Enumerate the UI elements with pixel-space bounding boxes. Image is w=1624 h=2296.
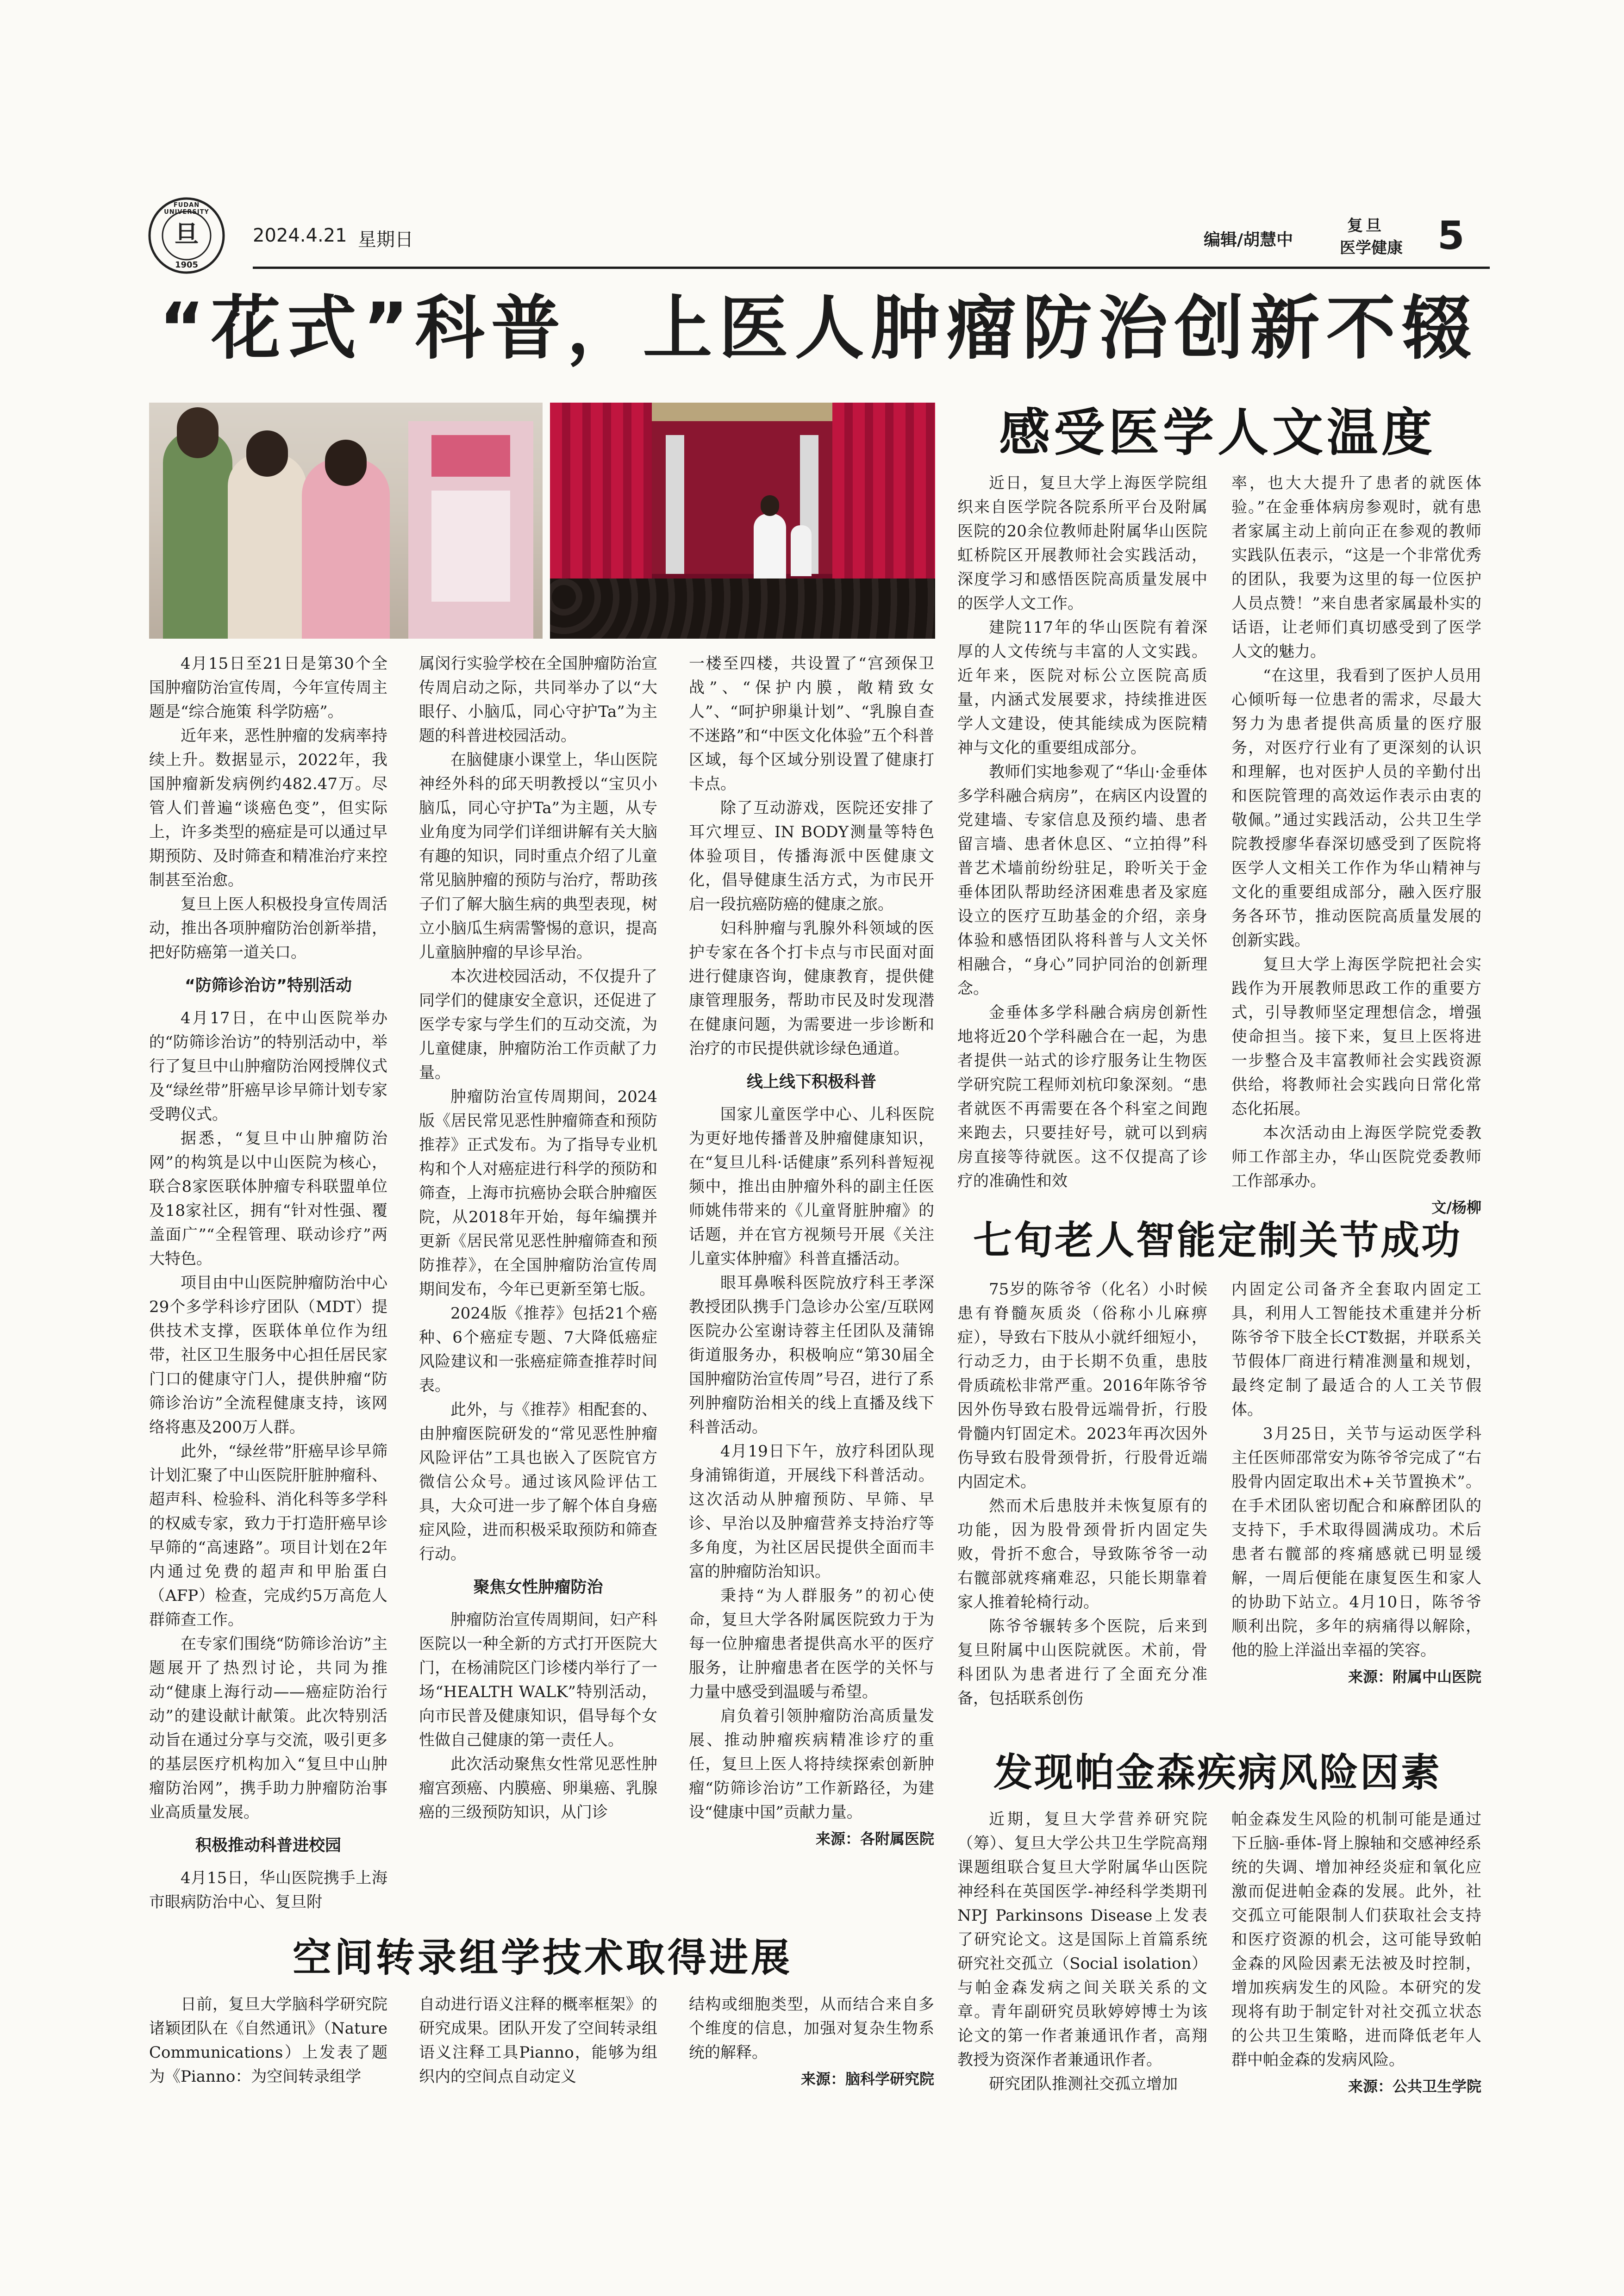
paragraph: 在专家们围绕“防筛诊治访”主题展开了热烈讨论，共同为推动“健康上海行动——癌症防治行动”的建设献计献策。此次特别活动旨在通过分享与交流，吸引更多的基层医疗机构加入“复旦中山肿瘤防治网”，携手助力肿瘤防治事业高质量发展。 (149, 1635, 387, 1822)
paragraph: 研究团队推测社交孤立增加 (989, 2075, 1178, 2093)
spatial-headline: 空间转录组学技术取得进展 (292, 1935, 793, 1980)
paragraph: 此外，“绿丝带”肝癌早诊早筛计划汇聚了中山医院肝脏肿瘤科、超声科、检验科、消化科等多学科的权威专家，致力于打造肝癌早诊早筛的“高速路”。项目计划在2年内通过免费的超声和甲胎蛋白（AFP）检查，完成约5万高危人群筛查工作。 (149, 1442, 387, 1629)
paragraph: 结构或细胞类型，从而结合来自多个维度的信息，加强对复杂生物系统的解释。 (689, 1995, 934, 2062)
humanities-headline: 感受医学人文温度 (999, 403, 1436, 462)
paragraph: 肩负着引领肿瘤防治高质量发展、推动肿瘤疾病精准诊疗的重任，复旦上医人将持续探索创新肿瘤“防筛诊治访”工作新路径，为建设“健康中国”贡献力量。 (689, 1707, 934, 1822)
article-source: 来源：脑科学研究院 (800, 2070, 934, 2088)
paragraph: 近期，复旦大学营养研究院（筹）、复旦大学公共卫生学院高翔课题组联合复旦大学附属华山医院神经科在英国医学-神经科学类期刊NPJ Parkinsons Disease上发表了研究论文。这是国际上首篇系统研究社交孤立（Social isolation）与帕金森发病之间关联关系的文章。青年副研究员耿婷婷博士为该论文的第一作者兼通讯作者，高翔教授为资深作者兼通讯作者。 (957, 1810, 1207, 2069)
paragraph: 一楼至四楼，共设置了“宫颈保卫战”、“保护内膜，敞精致女人”、“呵护卵巢计划”、“乳腺自查不迷路”和“中医文化体验”五个科普区域，每个区域分别设置了健康打卡点。 (689, 654, 934, 793)
paragraph: 然而术后患肢并未恢复原有的功能，因为股骨颈骨折内固定失败，骨折不愈合，导致陈爷爷一动右髋部就疼痛难忍，只能长期靠着家人推着轮椅行动。 (957, 1497, 1207, 1612)
subheading-women: 聚焦女性肿瘤防治 (473, 1578, 603, 1597)
paragraph: 本次活动由上海医学院党委教师工作部主办，华山医院党委教师工作部承办。 (1231, 1124, 1481, 1190)
paragraph: 日前，复旦大学脑科学研究院诸颖团队在《自然通讯》（Nature Communications）上发表了题为《Pianno：为空间转录组学 (149, 1995, 387, 2086)
paragraph: 率，也大大提升了患者的就医体验。”在金垂体病房参观时，就有患者家属主动上前向正在参观的教师实践队伍表示，“这是一个非常优秀的团队，我要为这里的每一位医护人员点赞！”来自患者家属最朴实的话语，让老师们真切感受到了医学人文的魅力。 (1231, 474, 1481, 661)
header-rule (253, 267, 1490, 269)
svg-text:旦: 旦 (174, 220, 199, 249)
paragraph: 4月15日至21日是第30个全国肿瘤防治宣传周，今年宣传周主题是“综合施策 科学防癌”。 (149, 654, 387, 721)
page-number: 5 (1437, 213, 1465, 258)
joint-col-2 (1231, 1277, 1481, 1745)
paragraph: 除了互动游戏，医院还安排了耳穴埋豆、IN BODY测量等特色体验项目，传播海派中医健康文化，倡导健康生活方式，为市民开启一段抗癌防癌的健康之旅。 (689, 799, 934, 914)
parkinson-headline: 发现帕金森疾病风险因素 (993, 1749, 1442, 1795)
parkinson-col-1 (957, 1807, 1207, 2140)
paragraph: 自动进行语义注释的概率框架》的研究成果。团队开发了空间转录组语义注释工具Pianno，能够为组织内的空间点自动定义 (419, 1995, 657, 2086)
paragraph: 帕金森发生风险的机制可能是通过下丘脑-垂体-肾上腺轴和交感神经系统的失调、增加神经炎症和氧化应激而促进帕金森的发展。此外，社交孤立可能限制人们获取社会支持和医疗资源的机会，这可能导致帕金森的风险因素无法被及时控制，增加疾病发生的风险。本研究的发现将有助于制定针对社交孤立状态的公共卫生策略，进而降低老年人群中帕金森的发病风险。 (1231, 1810, 1481, 2069)
subheading-special-event: “防筛诊治访”特别活动 (184, 977, 352, 995)
paragraph: 近日，复旦大学上海医学院组织来自医学院各院系所平台及附属医院的20余位教师赴附属华山医院虹桥院区开展教师社会实践活动，深度学习和感悟医院高质量发展中的医学人文工作。 (957, 474, 1207, 613)
main-article-col-1 (149, 652, 387, 1911)
section-brand: 复旦 (1347, 217, 1384, 235)
paragraph: 陈爷爷辗转多个医院，后来到复旦附属中山医院就医。术前，骨科团队为患者进行了全面充分准备，包括联系创伤 (957, 1617, 1207, 1708)
spatial-col-3 (689, 1992, 934, 2145)
article-source: 文/杨柳 (1431, 1199, 1481, 1216)
issue-date: 2024.4.21 (253, 225, 347, 246)
section-name: 医学健康 (1340, 239, 1403, 257)
paragraph: 3月25日，关节与运动医学科主任医师邵常安为陈爷爷完成了“右股骨内固定取出术+关节置换术”。在手术团队密切配合和麻醉团队的支持下，手术取得圆满成功。术后患者右髋部的疼痛感就已明显缓解，一周后便能在康复医生和家人的协助下站立。4月10日，陈爷爷顺利出院，多年的病痛得以解除，他的脸上洋溢出幸福的笑容。 (1231, 1425, 1481, 1660)
humanities-col-1 (957, 471, 1207, 1202)
article-source: 来源：公共卫生学院 (1348, 2078, 1481, 2095)
paragraph: “在这里，我看到了医护人员用心倾听每一位患者的需求，尽最大努力为患者提供高质量的医疗服务，对医疗行业有了更深刻的认识和理解，也对医护人员的辛勤付出和医院管理的高效运作表示由衷的敬佩。”通过实践活动，公共卫生学院教授廖华春深切感受到了医院将医学人文相关工作作为华山精神与文化的重要组成部分，融入医疗服务各环节，推动医院高质量发展的创新实践。 (1231, 666, 1481, 950)
parkinson-col-2 (1231, 1807, 1481, 2140)
page-editor: 编辑/胡慧中 (1204, 230, 1293, 249)
paragraph: 复旦上医人积极投身宣传周活动，推出各项肿瘤防治创新举措，把好防癌第一道关口。 (149, 895, 387, 962)
paragraph: 近年来，恶性肿瘤的发病率持续上升。数据显示，2022年，我国肿瘤新发病例约482.47万。尽管人们普遍“谈癌色变”，但实际上，许多类型的癌症是可以通过早期预防、及时筛查和精准治疗来控制甚至治愈。 (149, 727, 387, 890)
paragraph: 眼耳鼻喉科医院放疗科王孝深教授团队携手门急诊办公室/互联网医院办公室谢诗蓉主任团队及蒲锦街道服务办，积极响应“第30届全国肿瘤防治宣传周”号召，进行了系列肿瘤防治相关的线上直播及线下科普活动。 (689, 1274, 934, 1437)
spatial-col-1 (149, 1992, 387, 2145)
paragraph: 4月17日，在中山医院举办的“防筛诊治访”的特别活动中，举行了复旦中山肿瘤防治网授牌仪式及“绿丝带”肝癌早诊早筛计划专家受聘仪式。 (149, 1009, 387, 1124)
paragraph: 国家儿童医学中心、儿科医院为更好地传播普及肿瘤健康知识，在“复旦儿科·话健康”系列科普短视频中，推出由肿瘤外科的副主任医师姚伟带来的《儿童肾脏肿瘤》的话题，并在官方视频号开展《关注儿童实体肿瘤》科普直播活动。 (689, 1105, 934, 1268)
subheading-online-offline: 线上线下积极科普 (746, 1073, 876, 1091)
paragraph: 金垂体多学科融合病房创新性地将近20个学科融合在一起，为患者提供一站式的诊疗服务让生物医学研究院工程师刘杭印象深刻。“患者就医不再需要在各个科室之间跑来跑去，只要挂好号，就可以到病房直接等待就医。这不仅提高了诊疗的准确性和效 (957, 1003, 1207, 1190)
paragraph: 4月15日，华山医院携手上海市眼病防治中心、复旦附 (149, 1869, 387, 1911)
article-source: 来源：附属中山医院 (1348, 1668, 1481, 1686)
paragraph: 75岁的陈爷爷（化名）小时候患有脊髓灰质炎（俗称小儿麻痹症），导致右下肢从小就纤细短小，行动乏力，由于长期不负重，患肢骨质疏松非常严重。2016年陈爷爷因外伤导致右股骨远端骨折，行股骨髓内钉固定术。2023年再次因外伤导致右股骨颈骨折，行股骨近端内固定术。 (957, 1280, 1207, 1491)
paragraph: 此次活动聚焦女性常见恶性肿瘤宫颈癌、内膜癌、卵巢癌、乳腺癌的三级预防知识，从门诊 (419, 1755, 657, 1822)
paragraph: 4月19日下午，放疗科团队现身浦锦街道，开展线下科普活动。这次活动从肿瘤预防、早筛、早诊、早治以及肿瘤营养支持治疗等多角度，为社区居民提供全面而丰富的肿瘤防治知识。 (689, 1442, 934, 1581)
paragraph: 据悉，“复旦中山肿瘤防治网”的构筑是以中山医院为核心，联合8家医联体肿瘤专科联盟单位及18家社区，拥有“针对性强、覆盖面广”“全程管理、联动诊疗”两大特色。 (149, 1129, 387, 1268)
paragraph: 妇科肿瘤与乳腺外科领域的医护专家在各个打卡点与市民面对面进行健康咨询，健康教育，提供健康管理服务，帮助市民及时发现潜在健康问题，为需要进一步诊断和治疗的市民提供就诊绿色通道。 (689, 919, 934, 1058)
paragraph: 肿瘤防治宣传周期间，妇产科医院以一种全新的方式打开医院大门，在杨浦院区门诊楼内举行了一场“HEALTH WALK”特别活动，向市民普及健康知识，倡导每个女性做自己健康的第一责任人。 (419, 1611, 657, 1749)
paragraph: 属闵行实验学校在全国肿瘤防治宣传周启动之际，共同举办了以“大眼仔、小脑瓜，同心守护Ta”为主题的科普进校园活动。 (419, 654, 657, 745)
subheading-campus: 积极推动科普进校园 (195, 1836, 341, 1855)
masthead (147, 194, 1490, 275)
emblem-ring-text: FUDAN UNIVERSITY (164, 202, 209, 216)
humanities-col-2 (1231, 471, 1481, 1216)
paragraph: 项目由中山医院肿瘤防治中心29个多学科诊疗团队（MDT）提供技术支撑，医联体单位作为纽带，社区卫生服务中心担任居民家门口的健康守门人，提供肿瘤“防筛诊治访”全流程健康支持，该网络将惠及200万人群。 (149, 1274, 387, 1437)
issue-weekday: 星期日 (358, 229, 413, 250)
paragraph: 本次进校园活动，不仅提升了同学们的健康安全意识，还促进了医学专家与学生们的互动交流，为儿童健康，肿瘤防治工作贡献了力量。 (419, 967, 657, 1082)
paragraph: 复旦大学上海医学院把社会实践作为开展教师思政工作的重要方式，引导教师坚定理想信念，增强使命担当。接下来，复旦上医将进一步整合及丰富教师社会实践资源供给，将教师社会实践向日常化常态化拓展。 (1231, 955, 1481, 1118)
spatial-col-2 (419, 1992, 657, 2145)
paragraph: 秉持“为人群服务”的初心使命，复旦大学各附属医院致力于为每一位肿瘤患者提供高水平的医疗服务，让肿瘤患者在医学的关怀与力量中感受到温暖与希望。 (689, 1587, 934, 1701)
university-emblem (147, 196, 226, 275)
main-article-col-2 (419, 652, 657, 1906)
photo-exhibition-visitors (149, 403, 543, 639)
paragraph: 肿瘤防治宣传周期间，2024版《居民常见恶性肿瘤筛查和预防推荐》正式发布。为了指导专业机构和个人对癌症进行科学的预防和筛查，上海市抗癌协会联合肿瘤医院，从2018年开始，每年编撰并更新《居民常见恶性肿瘤筛查和预防推荐》，在全国肿瘤防治宣传周期间发布，今年已更新至第七版。 (419, 1088, 657, 1299)
paragraph: 建院117年的华山医院有着深厚的人文传统与丰富的人文实践。近年来，医院对标公立医院高质量，内涵式发展要求，持续推进医学人文建设，使其能续成为医院精神与文化的重要组成部分。 (957, 618, 1207, 757)
paragraph: 内固定公司备齐全套取内固定工具，利用人工智能技术重建并分析陈爷爷下肢全长CT数据，并联系关节假体厂商进行精准测量和规划，最终定制了最适合的人工关节假体。 (1231, 1280, 1481, 1419)
article-source: 来源：各附属医院 (815, 1830, 934, 1848)
paragraph: 此外，与《推荐》相配套的、由肿瘤医院研发的“常见恶性肿瘤风险评估”工具也嵌入了医院官方微信公众号。通过该风险评估工具，大众可进一步了解个体自身癌症风险，进而积极采取预防和筛查行动。 (419, 1400, 657, 1563)
paragraph: 在脑健康小课堂上，华山医院神经外科的邱天明教授以“宝贝小脑瓜，同心守护Ta”为主题，从专业角度为同学们详细讲解有关大脑有趣的知识，同时重点介绍了儿童常见脑肿瘤的预防与治疗，帮助孩子们了解大脑生病的典型表现，树立小脑瓜生病需警惕的意识，提高儿童脑肿瘤的早诊早治。 (419, 751, 657, 962)
paragraph: 2024版《推荐》包括21个癌种、6个癌症专题、7大降低癌症风险建议和一张癌症筛查推荐时间表。 (419, 1304, 657, 1395)
main-article-col-3 (689, 652, 934, 1906)
photo-lecture-stage (550, 403, 935, 639)
paragraph: 教师们实地参观了“华山·金垂体多学科融合病房”，在病区内设置的党建墙、专家信息及预约墙、患者留言墙、患者休息区、“立拍得”科普艺术墙前纷纷驻足，聆听关于金垂体团队帮助经济困难患者及家庭设立的医疗互助基金的介绍，亲身体验和感悟团队将科普与人文关怀相融合，“身心”同护同治的创新理念。 (957, 763, 1207, 998)
joint-col-1 (957, 1277, 1207, 1745)
joint-headline: 七旬老人智能定制关节成功 (973, 1217, 1462, 1263)
emblem-year: 1905 (175, 260, 199, 270)
main-headline: “花式”科普，上医人肿瘤防治创新不辍 (159, 288, 1478, 369)
